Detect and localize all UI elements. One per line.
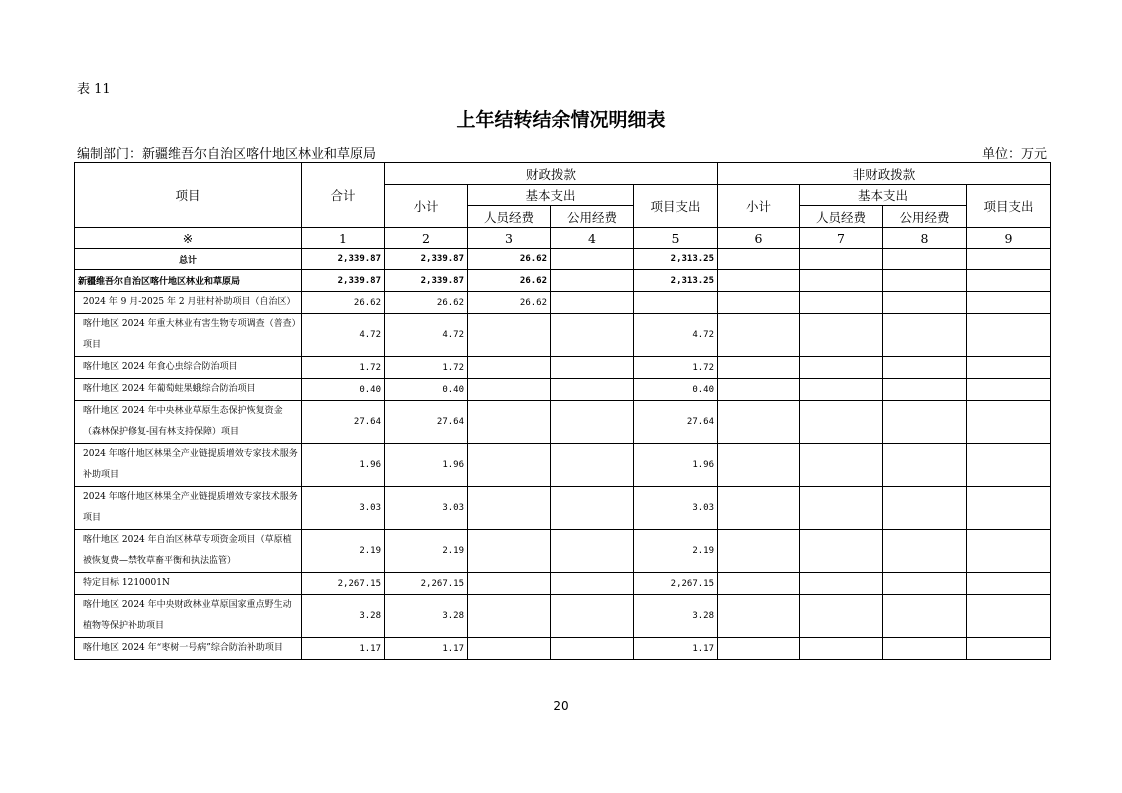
- table-row: [75, 595, 1051, 638]
- row-name: 喀什地区 2024 年葡萄蛀果蛾综合防治项目: [75, 379, 302, 401]
- row-name: 喀什地区 2024 年自治区林草专项资金项目（草原植被恢复费—禁牧草畜平衡和执法监管）: [75, 530, 302, 573]
- header-nonfiscal-subtotal: 小计: [718, 185, 800, 228]
- header-total: 合计: [302, 163, 385, 228]
- cell-c3: [468, 638, 551, 660]
- index-cell: 7: [800, 228, 883, 249]
- table-row: [75, 487, 1051, 530]
- cell-c2: 2,339.87: [385, 270, 468, 292]
- cell-c1: 0.40: [302, 379, 385, 401]
- cell-nonfiscal: [883, 249, 967, 270]
- header-nonfiscal-personnel: 人员经费: [800, 206, 883, 228]
- cell-nonfiscal: [967, 249, 1051, 270]
- cell-c3: 26.62: [468, 249, 551, 270]
- row-name: 特定目标 1210001N: [75, 573, 302, 595]
- cell-c5: 1.17: [634, 638, 718, 660]
- cell-c3: [468, 357, 551, 379]
- cell-c4: [551, 314, 634, 357]
- cell-c4: [551, 573, 634, 595]
- cell-nonfiscal: [967, 401, 1051, 444]
- row-name: 喀什地区 2024 年食心虫综合防治项目: [75, 357, 302, 379]
- cell-c4: [551, 401, 634, 444]
- cell-nonfiscal: [800, 270, 883, 292]
- cell-nonfiscal: [883, 595, 967, 638]
- cell-nonfiscal: [718, 595, 800, 638]
- cell-c5: 2,267.15: [634, 573, 718, 595]
- cell-nonfiscal: [718, 379, 800, 401]
- cell-c1: 3.28: [302, 595, 385, 638]
- cell-nonfiscal: [800, 401, 883, 444]
- cell-nonfiscal: [800, 573, 883, 595]
- cell-c4: [551, 595, 634, 638]
- cell-nonfiscal: [800, 487, 883, 530]
- page-title: 上年结转结余情况明细表: [456, 109, 666, 131]
- cell-c4: [551, 249, 634, 270]
- table-row: [75, 270, 1051, 292]
- cell-c2: 2.19: [385, 530, 468, 573]
- cell-c5: 2.19: [634, 530, 718, 573]
- index-cell: 9: [967, 228, 1051, 249]
- cell-nonfiscal: [718, 357, 800, 379]
- cell-nonfiscal: [718, 401, 800, 444]
- cell-nonfiscal: [883, 292, 967, 314]
- table-row: [75, 379, 1051, 401]
- row-name: 2024 年 9 月-2025 年 2 月驻村补助项目（自治区）: [75, 292, 302, 314]
- cell-c2: 1.72: [385, 357, 468, 379]
- cell-c1: 2,339.87: [302, 249, 385, 270]
- cell-c1: 27.64: [302, 401, 385, 444]
- row-name: 喀什地区 2024 年中央财政林业草原国家重点野生动植物等保护补助项目: [75, 595, 302, 638]
- cell-c4: [551, 638, 634, 660]
- cell-nonfiscal: [967, 292, 1051, 314]
- cell-nonfiscal: [967, 573, 1051, 595]
- cell-c3: [468, 595, 551, 638]
- cell-nonfiscal: [967, 638, 1051, 660]
- cell-c5: 1.72: [634, 357, 718, 379]
- index-cell: 1: [302, 228, 385, 249]
- cell-c2: 0.40: [385, 379, 468, 401]
- table-row: [75, 292, 1051, 314]
- cell-c5: 2,313.25: [634, 249, 718, 270]
- header-fiscal-project: 项目支出: [634, 185, 718, 228]
- cell-c5: 3.28: [634, 595, 718, 638]
- index-cell: 2: [385, 228, 468, 249]
- cell-nonfiscal: [800, 444, 883, 487]
- cell-nonfiscal: [967, 595, 1051, 638]
- cell-nonfiscal: [883, 401, 967, 444]
- row-name: 2024 年喀什地区林果全产业链提质增效专家技术服务项目: [75, 487, 302, 530]
- cell-c5: 0.40: [634, 379, 718, 401]
- cell-c3: 26.62: [468, 270, 551, 292]
- cell-c5: 2,313.25: [634, 270, 718, 292]
- cell-c2: 26.62: [385, 292, 468, 314]
- table-number: 表 11: [77, 82, 111, 97]
- row-name: 喀什地区 2024 年中央林业草原生态保护恢复资金（森林保护修复-国有林支持保障）项目: [75, 401, 302, 444]
- index-cell: 6: [718, 228, 800, 249]
- cell-nonfiscal: [967, 357, 1051, 379]
- cell-nonfiscal: [718, 487, 800, 530]
- cell-c1: 1.96: [302, 444, 385, 487]
- cell-nonfiscal: [718, 573, 800, 595]
- cell-c1: 3.03: [302, 487, 385, 530]
- header-nonfiscal-project: 项目支出: [967, 185, 1051, 228]
- table-row: [75, 638, 1051, 660]
- cell-c4: [551, 292, 634, 314]
- cell-c5: 4.72: [634, 314, 718, 357]
- cell-c2: 4.72: [385, 314, 468, 357]
- row-name: 2024 年喀什地区林果全产业链提质增效专家技术服务补助项目: [75, 444, 302, 487]
- cell-c1: 26.62: [302, 292, 385, 314]
- cell-nonfiscal: [718, 530, 800, 573]
- row-name: 喀什地区 2024 年“枣树一号病”综合防治补助项目: [75, 638, 302, 660]
- cell-c3: [468, 401, 551, 444]
- cell-c2: 3.03: [385, 487, 468, 530]
- department-label: 编制部门：新疆维吾尔自治区喀什地区林业和草原局: [77, 147, 377, 162]
- cell-c2: 2,339.87: [385, 249, 468, 270]
- cell-nonfiscal: [883, 444, 967, 487]
- cell-nonfiscal: [883, 638, 967, 660]
- cell-c3: 26.62: [468, 292, 551, 314]
- cell-c1: 2,267.15: [302, 573, 385, 595]
- index-cell: 3: [468, 228, 551, 249]
- cell-nonfiscal: [967, 487, 1051, 530]
- cell-nonfiscal: [718, 270, 800, 292]
- cell-c5: 1.96: [634, 444, 718, 487]
- cell-c5: 27.64: [634, 401, 718, 444]
- cell-c2: 27.64: [385, 401, 468, 444]
- cell-c4: [551, 444, 634, 487]
- cell-c4: [551, 487, 634, 530]
- table-row: [75, 530, 1051, 573]
- cell-c3: [468, 379, 551, 401]
- row-name: 新疆维吾尔自治区喀什地区林业和草原局: [75, 270, 302, 292]
- table-row: [75, 401, 1051, 444]
- index-cell: 4: [551, 228, 634, 249]
- cell-nonfiscal: [718, 444, 800, 487]
- row-name: 总计: [75, 249, 302, 270]
- cell-nonfiscal: [883, 270, 967, 292]
- cell-nonfiscal: [883, 379, 967, 401]
- cell-c5: 3.03: [634, 487, 718, 530]
- cell-nonfiscal: [718, 638, 800, 660]
- cell-nonfiscal: [800, 638, 883, 660]
- cell-c5: [634, 292, 718, 314]
- cell-c1: 4.72: [302, 314, 385, 357]
- cell-nonfiscal: [967, 444, 1051, 487]
- cell-c2: 1.96: [385, 444, 468, 487]
- cell-nonfiscal: [883, 487, 967, 530]
- cell-nonfiscal: [718, 249, 800, 270]
- cell-c3: [468, 444, 551, 487]
- cell-c3: [468, 573, 551, 595]
- cell-c2: 3.28: [385, 595, 468, 638]
- cell-nonfiscal: [800, 292, 883, 314]
- cell-nonfiscal: [967, 530, 1051, 573]
- cell-c4: [551, 270, 634, 292]
- table-row: [75, 357, 1051, 379]
- cell-c4: [551, 530, 634, 573]
- index-row: [75, 228, 1051, 249]
- cell-c3: [468, 314, 551, 357]
- cell-c4: [551, 357, 634, 379]
- table-row: [75, 314, 1051, 357]
- cell-nonfiscal: [883, 357, 967, 379]
- cell-nonfiscal: [883, 530, 967, 573]
- cell-c1: 1.17: [302, 638, 385, 660]
- header-item: 项目: [75, 163, 302, 228]
- carryover-table: [74, 162, 1051, 660]
- cell-nonfiscal: [967, 270, 1051, 292]
- cell-nonfiscal: [883, 314, 967, 357]
- table-row: [75, 249, 1051, 270]
- cell-nonfiscal: [800, 530, 883, 573]
- index-cell: ※: [75, 228, 302, 249]
- cell-c3: [468, 487, 551, 530]
- cell-c2: 2,267.15: [385, 573, 468, 595]
- index-cell: 8: [883, 228, 967, 249]
- unit-label: 单位：万元: [981, 147, 1047, 162]
- cell-nonfiscal: [800, 314, 883, 357]
- cell-c2: 1.17: [385, 638, 468, 660]
- cell-c1: 2.19: [302, 530, 385, 573]
- header-fiscal-subtotal: 小计: [385, 185, 468, 228]
- row-name: 喀什地区 2024 年重大林业有害生物专项调查（普查）项目: [75, 314, 302, 357]
- cell-c1: 2,339.87: [302, 270, 385, 292]
- cell-nonfiscal: [800, 249, 883, 270]
- index-cell: 5: [634, 228, 718, 249]
- cell-nonfiscal: [718, 314, 800, 357]
- cell-c3: [468, 530, 551, 573]
- cell-nonfiscal: [967, 314, 1051, 357]
- cell-nonfiscal: [800, 595, 883, 638]
- header-fiscal: 财政拨款: [385, 163, 718, 185]
- page-number: 20: [553, 699, 569, 713]
- cell-nonfiscal: [718, 292, 800, 314]
- cell-c1: 1.72: [302, 357, 385, 379]
- cell-nonfiscal: [800, 379, 883, 401]
- header-fiscal-public: 公用经费: [551, 206, 634, 228]
- cell-nonfiscal: [800, 357, 883, 379]
- table-row: [75, 573, 1051, 595]
- cell-c4: [551, 379, 634, 401]
- header-fiscal-personnel: 人员经费: [468, 206, 551, 228]
- header-nonfiscal: 非财政拨款: [718, 163, 1051, 185]
- cell-nonfiscal: [967, 379, 1051, 401]
- table-row: [75, 444, 1051, 487]
- cell-nonfiscal: [883, 573, 967, 595]
- header-nonfiscal-public: 公用经费: [883, 206, 967, 228]
- header-fiscal-basic: 基本支出: [468, 185, 634, 206]
- header-nonfiscal-basic: 基本支出: [800, 185, 967, 206]
